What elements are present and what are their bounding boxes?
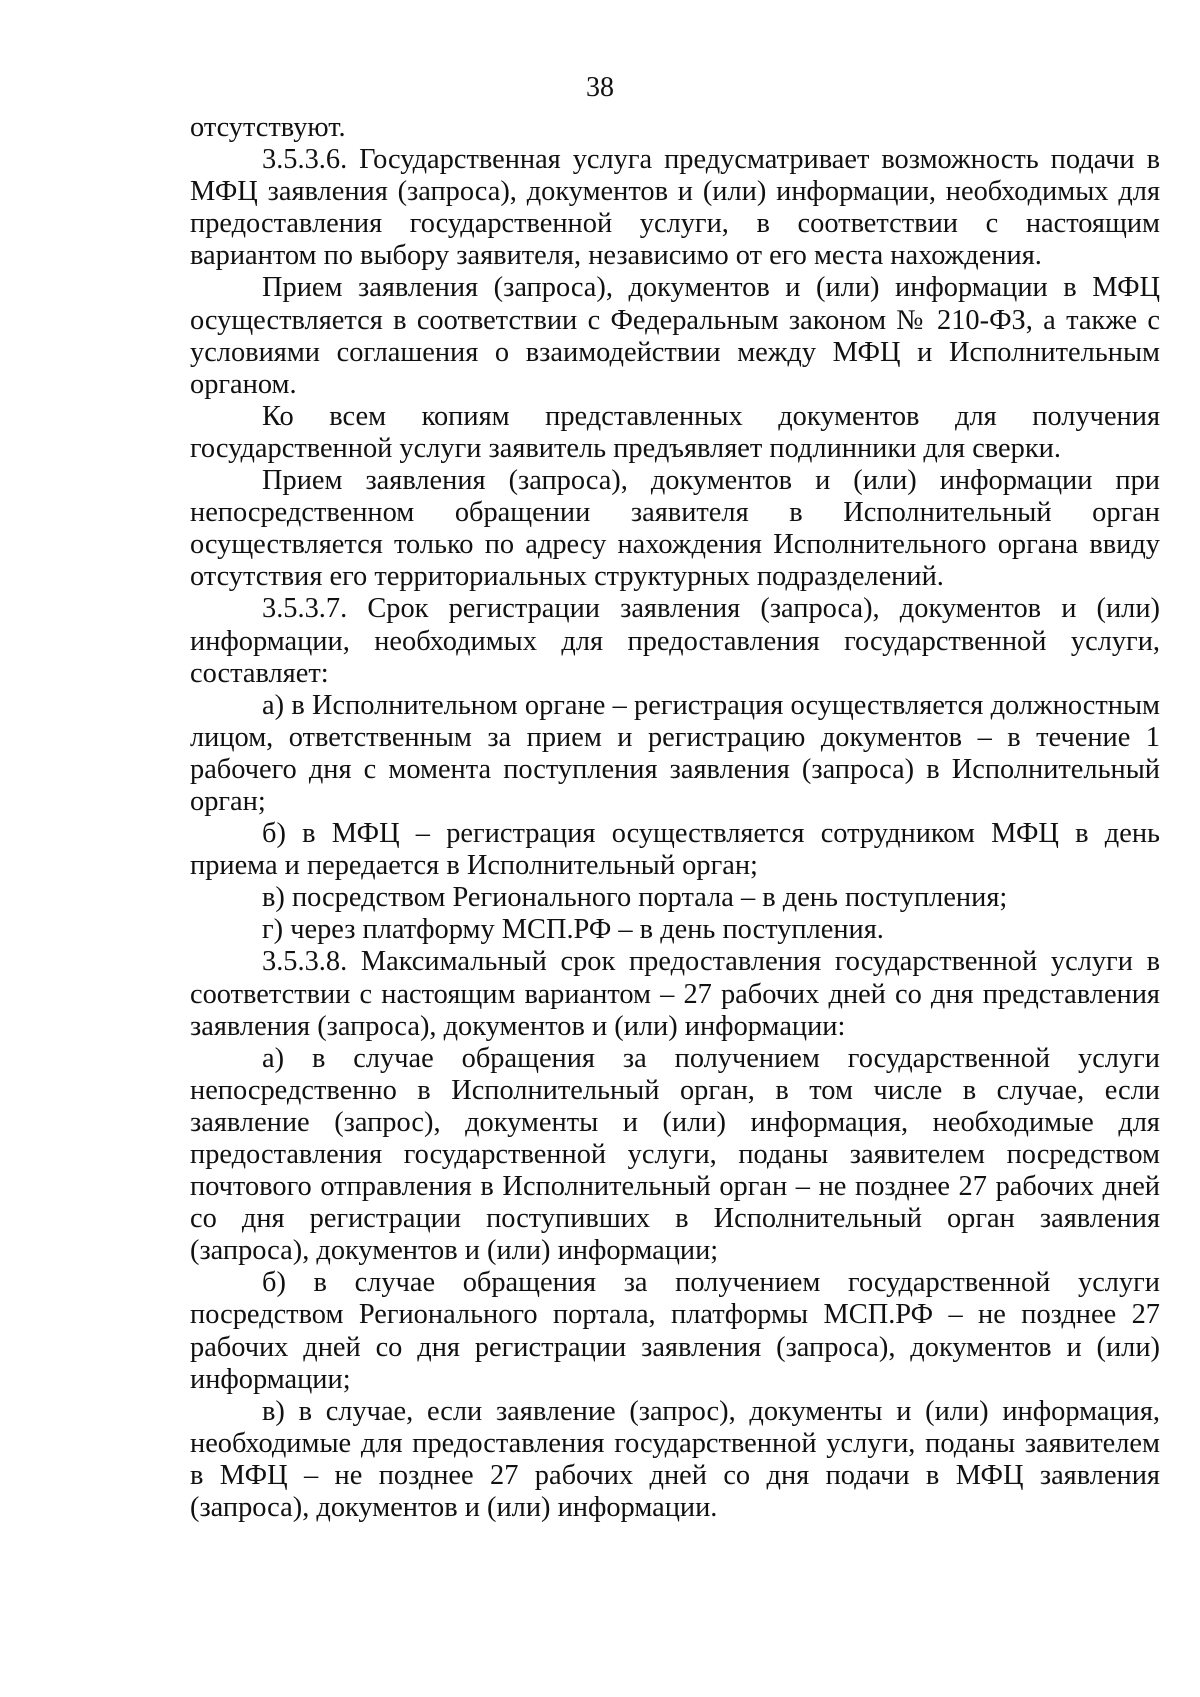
list-item-v-mfc-appeal: в) в случае, если заявление (запрос), документы и (или) информация, необходимые для предоставления государственной услуги, поданы заявителем в МФЦ – не позднее 27 рабочих дней со дня подачи в МФЦ заявления (запроса), документов и (или) информации. [190, 1395, 1160, 1524]
paragraph-mfc-acceptance: Прием заявления (запроса), документов и (или) информации в МФЦ осуществляется в соответствии с Федеральным законом № 210-ФЗ, а также с условиями соглашения о взаимодействии между МФЦ и Исполнительным органом. [190, 272, 1160, 400]
paragraph-originals: Ко всем копиям представленных документов для получения государственной услуги заявитель предъявляет подлинники для сверки. [190, 400, 1160, 464]
list-item-b-mfc: б) в МФЦ – регистрация осуществляется сотрудником МФЦ в день приема и передается в Исполнительный орган; [190, 818, 1160, 882]
document-body [190, 112, 1160, 1524]
paragraph-3-5-3-7: 3.5.3.7. Срок регистрации заявления (запроса), документов и (или) информации, необходимых для предоставления государственной услуги, составляет: [190, 593, 1160, 689]
list-item-a-executive-body: а) в Исполнительном органе – регистрация осуществляется должностным лицом, ответственным за прием и регистрацию документов – в течение 1 рабочего дня с момента поступления заявления (запроса) в Исполнительный орган; [190, 689, 1160, 817]
list-item-v-regional-portal: в) посредством Регионального портала – в день поступления; [262, 882, 1008, 914]
paragraph-continuation: отсутствуют. [190, 112, 346, 143]
list-item-g-msp-platform: г) через платформу МСП.РФ – в день поступления. [262, 914, 884, 946]
page-number: 38 [586, 72, 614, 103]
paragraph-direct-acceptance: Прием заявления (запроса), документов и (или) информации при непосредственном обращении заявителя в Исполнительный орган осуществляется только по адресу нахождения Исполнительного органа ввиду отсутствия его территориальных структурных подразделений. [190, 465, 1160, 593]
list-item-b-portal-appeal: б) в случае обращения за получением государственной услуги посредством Регионального портала, платформы МСП.РФ – не позднее 27 рабочих дней со дня регистрации заявления (запроса), документов и (или) информации; [190, 1267, 1160, 1395]
paragraph-3-5-3-6: 3.5.3.6. Государственная услуга предусматривает возможность подачи в МФЦ заявления (запроса), документов и (или) информации, необходимых для предоставления государственной услуги, в соответствии с настоящим вариантом по выбору заявителя, независимо от его места нахождения. [190, 144, 1160, 272]
paragraph-3-5-3-8: 3.5.3.8. Максимальный срок предоставления государственной услуги в соответствии с настоящим вариантом – 27 рабочих дней со дня представления заявления (запроса), документов и (или) информации: [190, 946, 1160, 1042]
list-item-a-direct-appeal: а) в случае обращения за получением государственной услуги непосредственно в Исполнительный орган, в том числе в случае, если заявление (запрос), документы и (или) информация, необходимые для предоставления государственной услуги, поданы заявителем посредством почтового отправления в Исполнительный орган – не позднее 27 рабочих дней со дня регистрации поступивших в Исполнительный орган заявления (запроса), документов и (или) информации; [190, 1042, 1160, 1267]
